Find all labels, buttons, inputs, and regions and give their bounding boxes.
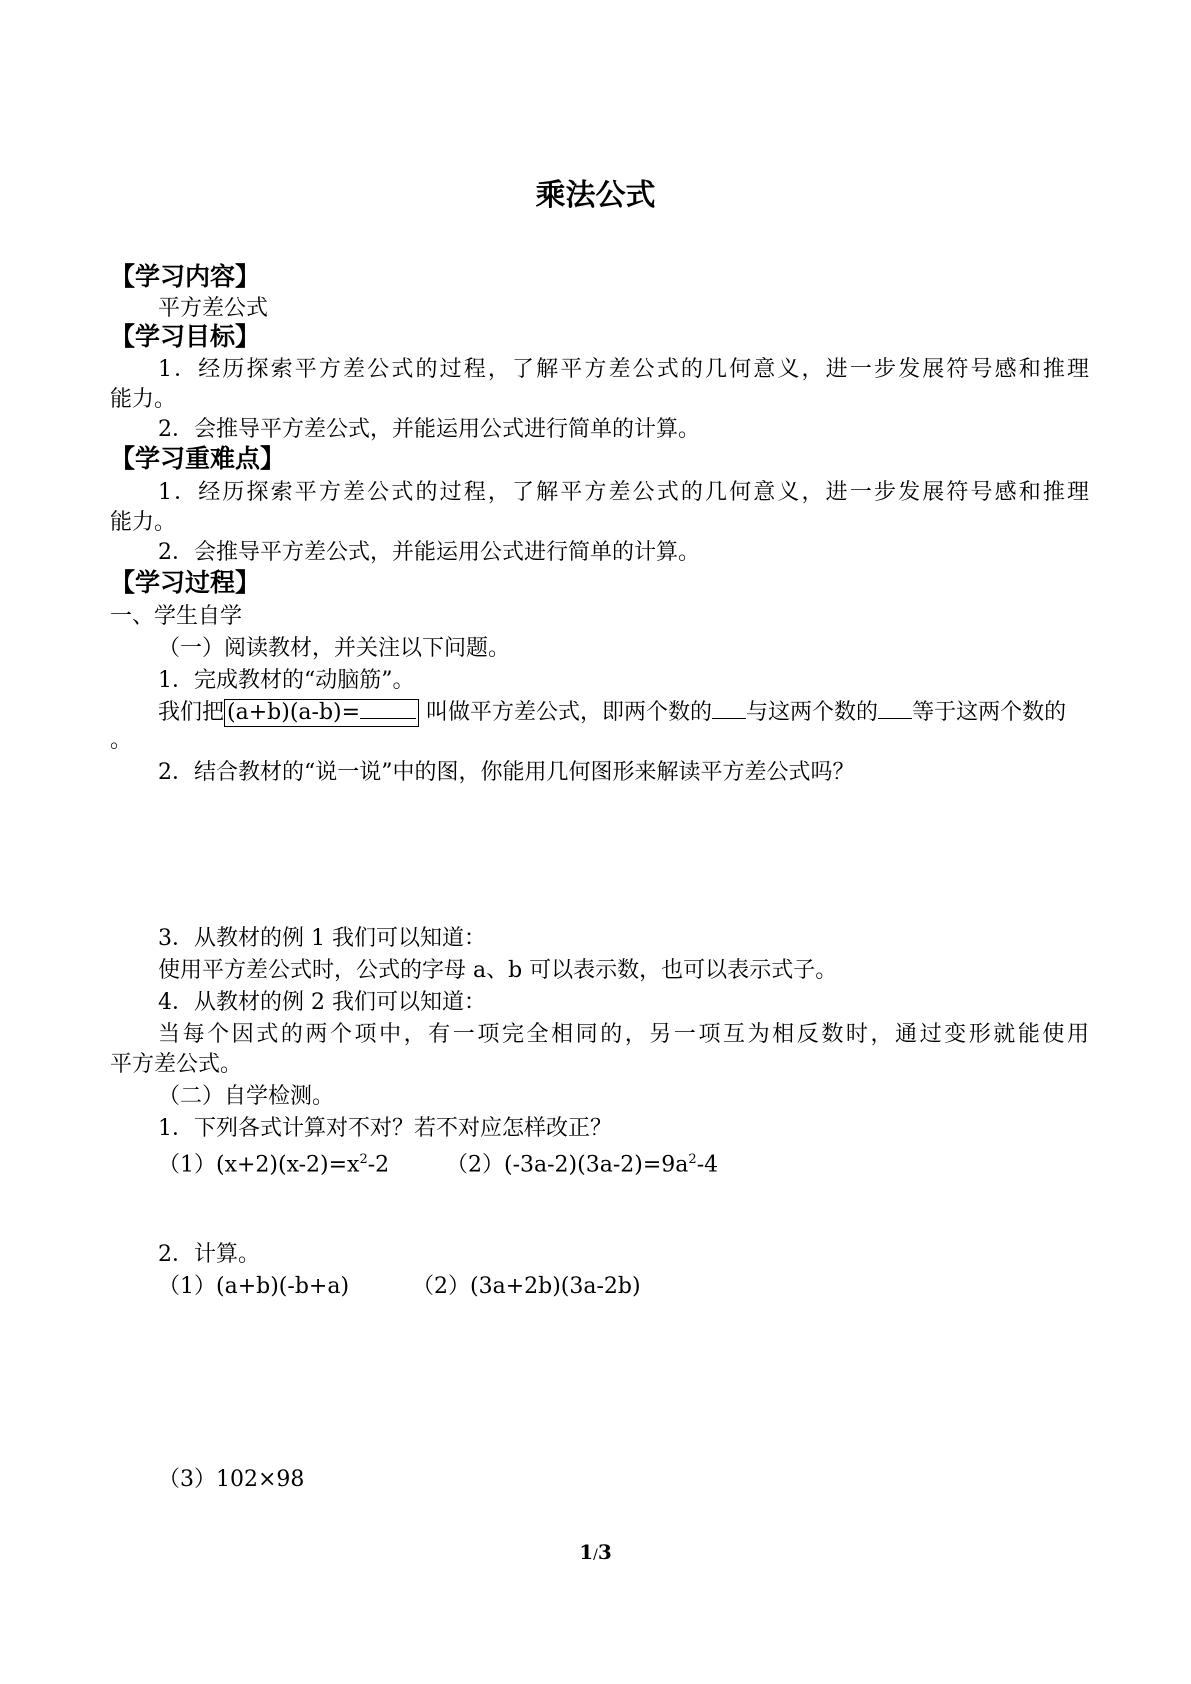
- question-3-text: 使用平方差公式时，公式的字母 a、b 可以表示数，也可以表示式子。: [158, 958, 838, 983]
- page-total: 3: [597, 1540, 612, 1564]
- key-point-item-1: 1．经历探索平方差公式的过程，了解平方差公式的几何意义，进一步发展符号感和推理: [158, 480, 1089, 505]
- page-separator: /: [593, 1547, 598, 1563]
- check-1-a: [158, 1145, 389, 1180]
- subsection-1: （一）阅读教材，并关注以下问题。: [158, 636, 511, 661]
- check-1-b-post: -4: [696, 1152, 719, 1178]
- part-1-title: 一、学生自学: [110, 604, 243, 629]
- check-2-c: （3）102×98: [158, 1467, 305, 1492]
- page-title: 乘法公式: [535, 178, 656, 213]
- blank-difference[interactable]: [878, 700, 912, 719]
- heading-content: 【学习内容】: [110, 262, 261, 291]
- question-2: 2．结合教材的“说一说”中的图，你能用几何图形来解读平方差公式吗？: [158, 760, 855, 785]
- formula-line-mid3: 等于这两个数的: [912, 700, 1067, 725]
- check-1-b-pre: （2）(-3a-2)(3a-2)=9a: [446, 1152, 689, 1178]
- page-number: [0, 1540, 1191, 1564]
- check-2: 2．计算。: [158, 1242, 260, 1267]
- formula-line-pre: 我们把: [158, 700, 225, 725]
- formula-line-tail: 。: [110, 728, 133, 753]
- goal-item-1-cont: 能力。: [110, 387, 177, 412]
- content-text: 平方差公式: [158, 296, 269, 321]
- formula-box: [224, 699, 419, 727]
- formula-text: (a+b)(a-b)=: [227, 700, 361, 725]
- check-1-b: [446, 1145, 718, 1180]
- subsection-2: （二）自学检测。: [158, 1084, 335, 1109]
- check-1-a-pre: （1）(x+2)(x-2)=x: [158, 1152, 360, 1178]
- check-1-a-post: -2: [367, 1152, 390, 1178]
- blank-sum-diff[interactable]: [712, 700, 746, 719]
- check-2-b: （2）(3a+2b)(3a-2b): [412, 1274, 641, 1299]
- check-1-a-sup: 2: [359, 1152, 368, 1167]
- formula-blank[interactable]: [360, 700, 416, 719]
- question-3: 3．从教材的例 1 我们可以知道：: [158, 926, 486, 951]
- check-1-b-sup: 2: [688, 1152, 697, 1167]
- key-point-item-1-cont: 能力。: [110, 510, 177, 535]
- check-2-a: （1）(a+b)(-b+a): [158, 1274, 350, 1299]
- question-4-text-cont: 平方差公式。: [110, 1052, 243, 1077]
- check-1: 1．下列各式计算对不对？若不对应怎样改正？: [158, 1116, 612, 1141]
- goal-item-2: 2．会推导平方差公式，并能运用公式进行简单的计算。: [158, 417, 700, 442]
- heading-process: 【学习过程】: [110, 568, 261, 597]
- page-current: 1: [579, 1540, 594, 1564]
- heading-goals: 【学习目标】: [110, 322, 261, 351]
- question-4-text: 当每个因式的两个项中，有一项完全相同的，另一项互为相反数时，通过变形就能使用: [158, 1022, 1089, 1047]
- formula-line: [158, 698, 1066, 728]
- heading-key-points: 【学习重难点】: [110, 444, 286, 473]
- question-1: 1．完成教材的“动脑筋”。: [158, 668, 415, 693]
- goal-item-1: 1．经历探索平方差公式的过程，了解平方差公式的几何意义，进一步发展符号感和推理: [158, 357, 1089, 382]
- formula-line-mid1: 叫做平方差公式，即两个数的: [419, 700, 713, 725]
- key-point-item-2: 2．会推导平方差公式，并能运用公式进行简单的计算。: [158, 540, 700, 565]
- formula-line-mid2: 与这两个数的: [746, 700, 879, 725]
- question-4: 4．从教材的例 2 我们可以知道：: [158, 990, 486, 1015]
